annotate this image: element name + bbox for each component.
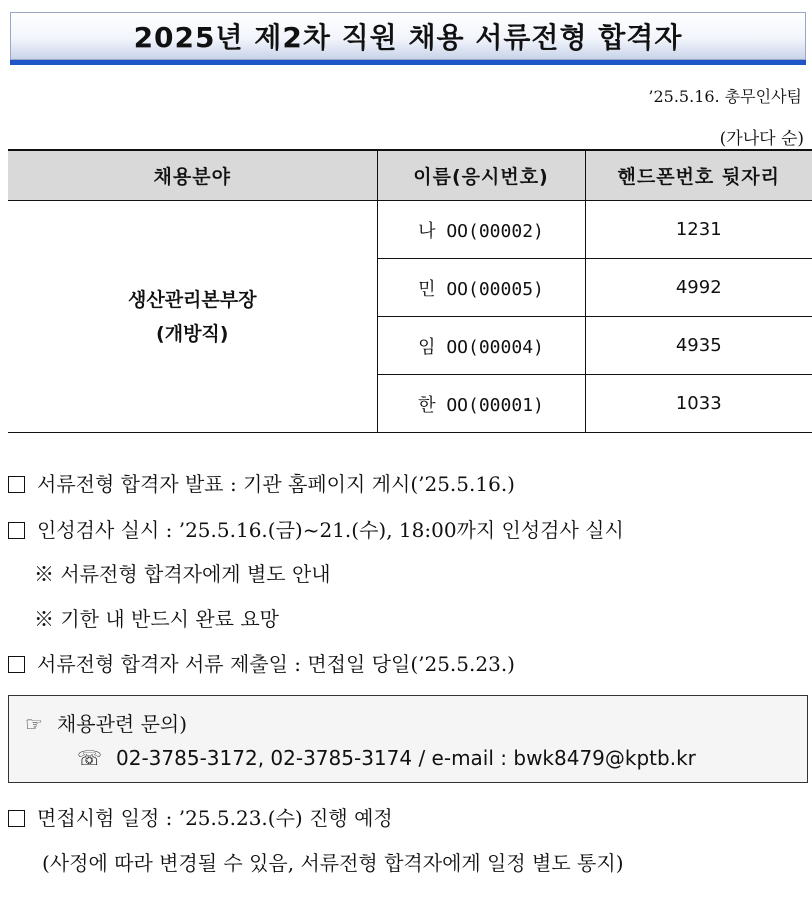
applicant-name: 임 OO(00004) [377,317,585,375]
checkbox-icon [8,476,25,493]
results-table [8,149,812,433]
note-submission: 서류전형 합격자 서류 제출일 : 면접일 당일(’25.5.23.) [8,648,515,677]
checkbox-icon [8,810,25,827]
note-interview: 면접시험 일정 : ’25.5.23.(수) 진행 예정 [8,802,393,831]
checkbox-icon [8,656,25,673]
note-announce: 서류전형 합격자 발표 : 기관 홈페이지 게시(’25.5.16.) [8,468,515,497]
order-note: (가나다 순) [719,129,804,149]
note-aptitude-sub1: ※ 서류전형 합격자에게 별도 안내 [34,562,331,586]
contact-info: ☏ 02-3785-3172, 02-3785-3174 / e-mail : bwk8479@kptb.kr [77,746,696,770]
phone-digits: 4935 [585,317,812,375]
table-header-row [8,150,812,201]
header-name: 이름(응시번호) [377,150,585,201]
title-banner [10,12,806,66]
checkbox-icon [8,522,25,539]
table-row [8,201,812,259]
phone-digits: 1033 [585,375,812,433]
field-type: (개방직) [156,322,229,345]
applicant-name: 나 OO(00002) [377,201,585,259]
header-phone: 핸드폰번호 뒷자리 [585,150,812,201]
note-interview-sub: (사정에 따라 변경될 수 있음, 서류전형 합격자에게 일정 별도 통지) [42,851,624,875]
pointing-hand-icon: ☞ [25,712,43,736]
title-underline [10,60,806,65]
applicant-name: 민 OO(00005) [377,259,585,317]
date-department: ’25.5.16. 총무인사팀 [648,87,802,106]
telephone-icon: ☏ [77,746,103,770]
phone-digits: 4992 [585,259,812,317]
note-aptitude: 인성검사 실시 : ’25.5.16.(금)~21.(수), 18:00까지 인성검사 실시 [8,514,624,543]
field-cell [8,201,377,433]
header-field: 채용분야 [8,150,377,201]
contact-title: ☞ 채용관련 문의) [25,712,188,736]
note-aptitude-sub2: ※ 기한 내 반드시 완료 요망 [34,607,279,631]
contact-box [8,695,808,783]
applicant-name: 한 OO(00001) [377,375,585,433]
phone-digits: 1231 [585,201,812,259]
page-title: 2025년 제2차 직원 채용 서류전형 합격자 [10,12,806,60]
field-name: 생산관리본부장 [128,288,257,311]
